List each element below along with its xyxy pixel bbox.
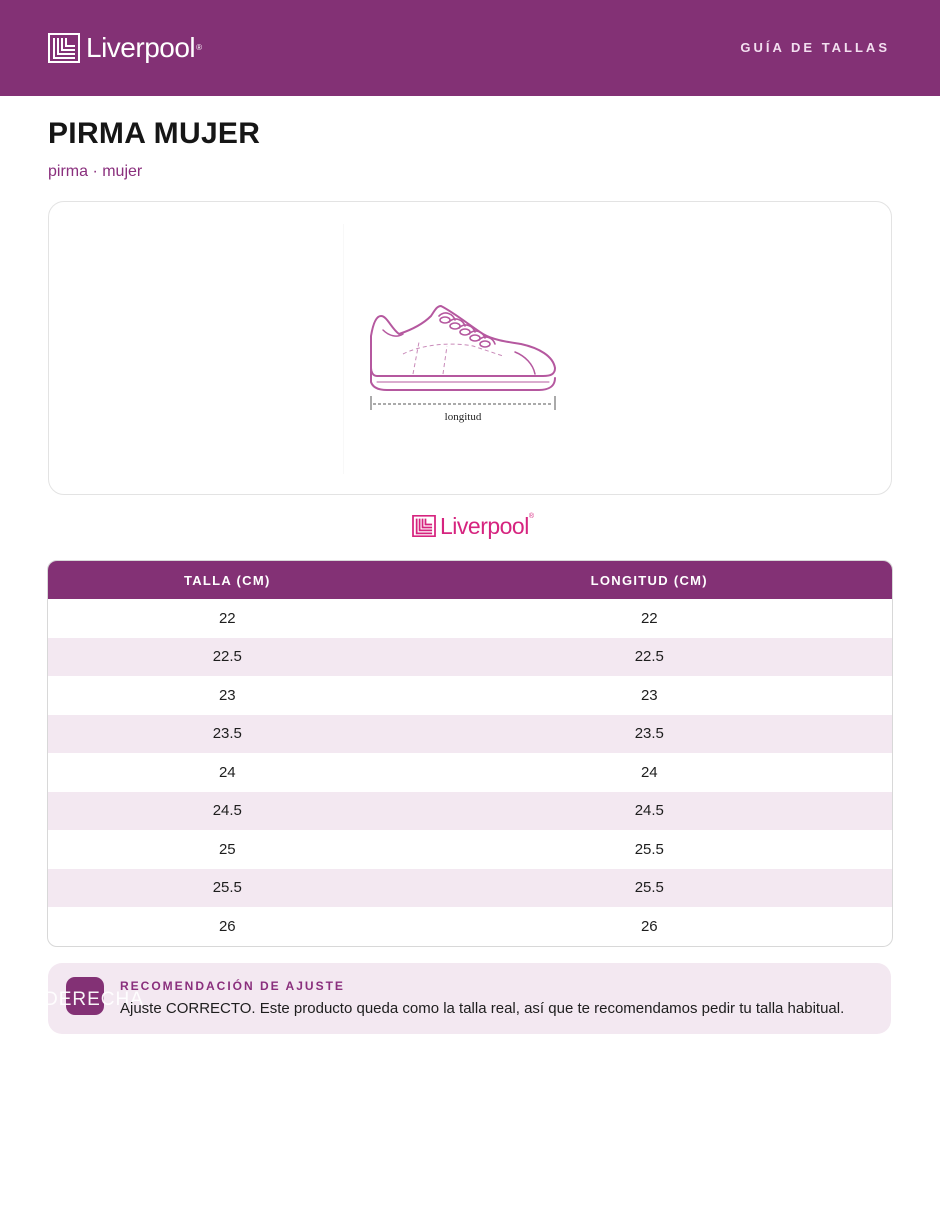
logo-wordmark: Liverpool® bbox=[86, 32, 202, 63]
table-row bbox=[48, 638, 892, 677]
table-row bbox=[48, 792, 892, 831]
cell-longitud: 24.5 bbox=[407, 792, 892, 831]
table-row bbox=[48, 715, 892, 754]
product-subtitle: pirma · mujer bbox=[48, 163, 143, 180]
cell-longitud: 25.5 bbox=[634, 840, 664, 858]
brand-logo bbox=[412, 512, 534, 540]
illustration-card bbox=[48, 201, 892, 495]
table-row bbox=[48, 907, 892, 946]
cell-longitud: 22 bbox=[640, 609, 658, 627]
cell-talla: 25 bbox=[218, 840, 236, 858]
table-header-row bbox=[48, 561, 892, 599]
cell-talla: 23.5 bbox=[48, 715, 407, 754]
table-row bbox=[48, 869, 892, 908]
table-row bbox=[48, 599, 892, 638]
cell-longitud: 25.5 bbox=[407, 869, 892, 908]
cell-talla: 24.5 bbox=[48, 792, 407, 831]
column-header-talla: TALLA (CM) bbox=[48, 561, 407, 599]
recommendation-label: RECOMENDACIÓN DE AJUSTE bbox=[120, 979, 345, 993]
liverpool-mark-icon bbox=[48, 33, 80, 63]
cell-longitud: 22.5 bbox=[407, 638, 892, 677]
size-table bbox=[47, 560, 893, 947]
fit-recommendation bbox=[44, 963, 891, 1034]
measure-label: longitud bbox=[444, 411, 482, 423]
fit-direction-text: DERECHA bbox=[44, 989, 144, 1010]
recommendation-text: Ajuste CORRECTO. Este producto queda como la talla real, así que te recomendamos pedir tu talla habitual. bbox=[120, 1000, 845, 1017]
cell-talla: 26 bbox=[218, 917, 236, 935]
sneaker-length-diagram-icon bbox=[343, 224, 593, 474]
cell-talla: 24 bbox=[218, 763, 236, 781]
cell-longitud: 24 bbox=[640, 763, 658, 781]
page-title: PIRMA MUJER bbox=[48, 117, 261, 150]
fit-direction-icon bbox=[44, 977, 144, 1015]
cell-talla: 22 bbox=[218, 609, 236, 627]
table-row bbox=[48, 676, 892, 715]
brand-wordmark: Liverpool® bbox=[440, 512, 534, 539]
liverpool-mark-icon bbox=[412, 515, 436, 537]
column-header-longitud: LONGITUD (CM) bbox=[407, 561, 892, 599]
table-row bbox=[48, 830, 892, 869]
cell-talla: 25.5 bbox=[48, 869, 407, 908]
cell-longitud: 23 bbox=[640, 686, 658, 704]
cell-talla: 23 bbox=[218, 686, 236, 704]
cell-longitud: 23.5 bbox=[407, 715, 892, 754]
liverpool-logo[interactable] bbox=[48, 31, 202, 65]
table-row bbox=[48, 753, 892, 792]
size-guide-link[interactable]: GUÍA DE TALLAS bbox=[740, 40, 890, 55]
cell-talla: 22.5 bbox=[48, 638, 407, 677]
cell-longitud: 26 bbox=[640, 917, 658, 935]
page-header bbox=[0, 0, 940, 96]
